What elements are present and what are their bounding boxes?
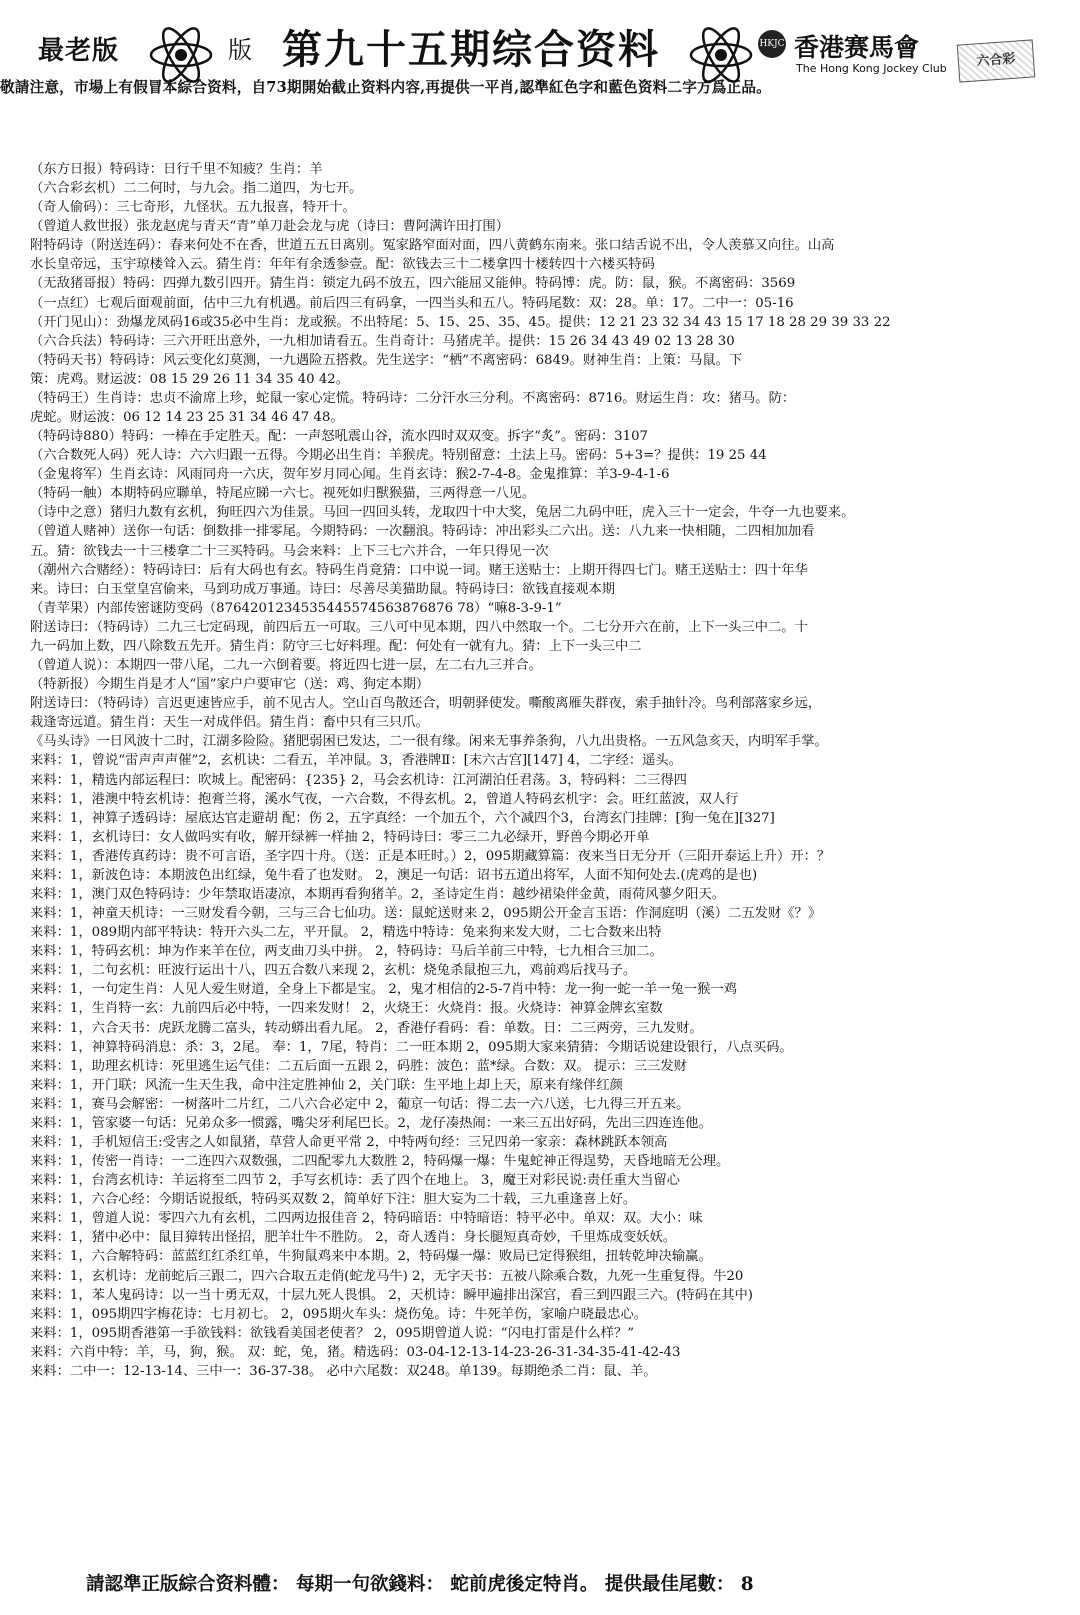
content-line: （一点红）七观后面观前面，估中三九有机遇。前后四三有码拿，一四当头和五八。特码尾数：双：28。单：17。二中一：05-16 (30, 295, 794, 311)
content-line: 来料：1，手机短信王:受害之人如鼠猪，草营人命更平常 2，中特两句经：三兄四弟一家亲：森林跳跃本领高 (30, 1134, 668, 1150)
content-line: （特码诗880）特码：一棒在手定胜天。配：一声怒吼震山谷，流水四时双双变。拆字“炙”。密码：3107 (30, 429, 648, 445)
content-line: 来料：1，赛马会解密：一树落叶二片红，二八六合必定中 2，葡京一句话：得二去一六八送，七九得三开五来。 (30, 1096, 690, 1112)
page-title: 第九十五期综合资料 (282, 27, 660, 73)
jockey-club-logo (758, 28, 947, 75)
jockey-club-en: The Hong Kong Jockey Club (796, 62, 947, 75)
content-line: 来料：1，管家婆一句话：兄弟众多一惯露，嘴尖牙利尾巴长。2，龙仔凑热闹：一来三五出好码，先出三四连连他。 (30, 1115, 712, 1131)
content-line: 来料：1，新波色诗：本期波色出红绿，兔牛看了也发财。 2，澳足一句话：诏书五道出将军，人面不知何处去.(虎鸡的是也) (30, 867, 758, 883)
content-line: 来料：1，神童天机诗：一三财发看今朝，三与三合七仙功。送：鼠蛇送财来 2，095期公开金言玉语：作洞庭明（溪）二五发财《？》 (30, 906, 822, 922)
content-line: 五。猜：欲钱去一十三楼拿二十三买特码。马会来料：上下三七六并合，一年只得见一次 (30, 543, 549, 559)
content-line: （六合兵法）特码诗：三六开旺出意外，一九相加请看五。生肖奇计：马猪虎羊。提供：15 26 34 43 49 02 13 28 30 (30, 333, 735, 349)
content-line: 来料：1，开门联：风流一生天生我，命中注定胜神仙 2，关门联：生平地上却上天，原来有缘伴红颜 (30, 1077, 623, 1093)
content-line: （曾道人说）：本期四一带八尾，二九一六倒着要。将近四七进一层，左二右九三并合。 (30, 658, 542, 674)
edition-suffix: 版 (228, 36, 253, 64)
content-line: （曾道人赌神）送你一句话：倒数排一排零尾。今期特码：一次翻浪。特码诗：冲出彩头二六出。送：八九来一快相随，二四相加加看 (30, 524, 815, 540)
content-line: 来料：1，助理玄机诗：死里逃生运气佳：二五后面一五跟 2，码胜：波色：蓝*绿。合数：双。 提示：三三发财 (30, 1058, 687, 1074)
content-line: 来料：1，六合心经：今期话说报纸，特码买双数 2，简单好下注：胆大妄为二十载，三九重逢喜上好。 (30, 1192, 637, 1208)
header (0, 0, 1080, 110)
content-line: 来料：1，传密一肖诗：一二连四六双数强，二四配零九大数胜 2，特码爆一爆：牛鬼蛇神正得逞势，天昏地暗无公理。 (30, 1154, 730, 1170)
content-line: 水长皇帝远，玉宇琼楼耸入云。猜生肖：年年有余透参壹。配：欲钱去三十二楼拿四十楼转四十六楼买特码 (30, 257, 655, 273)
content-line: 来料：1，095期四字梅花诗：七月初七。 2，095期火车头：烧伤兔。诗：牛死羊伤，家喻户晓最忠心。 (30, 1306, 648, 1322)
content-line: 来料：1，台湾玄机诗：羊运将至二四节 2，手写玄机诗：丢了四个在地上。 3，魔王对彩民说:责任重大当留心 (30, 1173, 680, 1189)
content-line: （六合数死人码）死人诗：六六归跟一五得。今期必出生肖：羊猴虎。特别留意：土法上马。密码：5+3=？提供：19 25 44 (30, 448, 767, 464)
content-line: （特码天书）特码诗：风云变化幻莫测，一九遇险五搭救。先生送字：“栖”不离密码：6849。财神生肖：上策：马鼠。下 (30, 352, 743, 368)
content-line: （无敌猪哥报）特码：四弹九数引四开。猜生肖：锁定九码不放五，四六能屈又能伸。特码博：虎。防：鼠，猴。不离密码：3569 (30, 276, 796, 292)
content-line: （曾道人救世报）张龙赵虎与青天“青”单刀赴会龙与虎（诗曰：曹阿满许田打围） (30, 219, 509, 235)
content-line: 九一码加上数，四八除数五先开。猜生肖：防守三七好料理。配：何处有一就有九。猜：上下一头三中二 (30, 638, 642, 654)
content-line: 附送诗曰：（特码诗）言迟更速皆应手，前不见古人。空山百鸟散还合，明朝驿使发。嘶酸离雁失群夜，索手抽针冷。鸟利部落家乡远， (30, 696, 822, 712)
content-line: 来料：1，二句玄机：旺波行运出十八，四五合数八来现 2，玄机：烧兔杀鼠抱三九，鸡前鸡后找马子。 (30, 963, 637, 979)
content-line: （潮州六合赌经）：特码诗曰：后有大码也有玄。特码生肖竟猜：口中说一词。赌王送贴士：上期开得四七门。赌王送贴士：四十年华 (30, 562, 808, 578)
content-line: （东方日报）特码诗：日行千里不知疲？生肖：羊 (30, 162, 323, 177)
content-line: 来料：1，六合解特码：蓝蓝红红杀红单，牛狗鼠鸡来中本期。2，特码爆一爆：败局已定得猴组，扭转乾坤决输赢。 (30, 1249, 712, 1265)
content-line: 来。诗曰：白玉堂皇宫偷来，马到功成万事通。诗曰：尽善尽美猫助鼠。特码诗曰：欲钱直接观本期 (30, 581, 616, 597)
content-line: （金鬼将军）生肖玄诗：风雨同舟一六庆，贺年岁月同心闻。生肖玄诗：猴2-7-4-8。金鬼推算：羊3-9-4-1-6 (30, 467, 670, 483)
jockey-club-roundel-icon: HKJC (758, 30, 786, 58)
content-line: 来料：1，苯人鬼码诗：以一当十勇无双，十层九死人畏惧。 2，天机诗：瞬甲遍排出深宫，看三到四跟三六。(特码在其中) (30, 1287, 753, 1303)
content-line: 来料：1，玄机诗：龙前蛇后三跟二，四六合取五走俏(蛇龙马牛) 2，无字天书：五被八除乘合数，九死一生重复得。牛20 (30, 1268, 744, 1284)
content-line: 来料：1，澳门双色特码诗：少年禁取语凄凉，本期再看狗猪羊。2，圣诗定生肖：越纱裙染伴金黄，雨荷风蓼夕阳天。 (30, 886, 726, 902)
content-line: 附送诗曰：（特码诗）二九三七定码现，前四后五一可取。三八可中见本期，四八中然取一个。二七分开六在前，上下一头三中二。十 (30, 619, 808, 635)
content-line: （特新报）今期生肖是才人“国”家户户要审它（送：鸡、狗定本期） (30, 677, 430, 693)
content-line: 来料：六肖中特：羊，马，狗，猴。 双：蛇，兔，猪。精选码：03-04-12-13-14-23-26-31-34-35-41-42-43 (30, 1344, 681, 1360)
content-line: （青苹果）内部传密谜防变码（8764201234535445574563876876 78）“嘛8-3-9-1” (30, 600, 562, 616)
edition-label (38, 30, 253, 67)
content-line: 来料：二中一：12-13-14、三中一：36-37-38。 必中六尾数：双248。单139。每期绝杀二肖：鼠、羊。 (30, 1363, 657, 1379)
content-line: 来料：1，095期香港第一手欲钱料：欲钱看美国老使者？ 2，095期曾道人说：“闪电打雷是什么样？” (30, 1325, 635, 1341)
content-line: （特码王）生肖诗：忠贞不渝席上珍，蛇鼠一家心定慌。特码诗：二分汗水三分利。不离密码：8716。财运生肖：攻：猪马。防： (30, 390, 796, 406)
content-line: 来料：1，特码玄机：坤为作来羊在位，两支曲刀头中拼。 2，特码诗：马后羊前三中特，七九相合三加二。 (30, 944, 663, 960)
content-line: 来料：1，港澳中特玄机诗：抱膏兰将，溪水气夜，一六合数，不得玄机。2，曾道人特码玄机字：会。旺红蓝波，双人行 (30, 791, 739, 807)
content-line: 栽逢寄远道。猜生肖：天生一对成伴侣。猜生肖：畜中只有三只爪。 (30, 715, 429, 731)
edition-text: 最老版 (38, 36, 120, 66)
content-line: 来料：1，猪中必中：鼠目獐转出怪招，肥羊壮牛不胜防。 2，奇人透肖：身长腿短真奇妙，千里炼成变妖妖。 (30, 1230, 677, 1246)
notice-banner: 敬請注意，市場上有假冒本綜合资料，自73期開始截止资料内容,再提供一平肖,認準紅色字和藍色资料二字方爲正品。 (0, 79, 771, 96)
content-line: 来料：1，089期内部平特诀：特开六头二左，平开鼠。 2，精选中特诗：兔来狗来发大财，二七合数来出特 (30, 925, 662, 941)
content-line: 来料：1，曾道人说：零四六九有玄机，二四两边报佳音 2，特码暗语：中特暗语：特平必中。单双：双。大小：味 (30, 1211, 703, 1227)
content-line: （开门见山）：劲爆龙凤码16或35必中生肖：龙或猴。不出特尾：5、15、25、35、45。提供：12 21 23 32 34 43 15 17 18 28 29 39 33 22 (30, 314, 891, 330)
content-line: （奇人偷码）：三七奇形，九怪状。五九报喜，特开十。 (30, 200, 356, 216)
content-line: （特码一触）本期特码应聯单，特尾应睇一六七。视死如归獸猴猫，三两得意一八见。 (30, 486, 536, 502)
content-line: 来料：1，一句定生肖：人见人爱生财道，全身上下都是宝。 2，鬼才相信的2-5-7肖中特：龙一狗一蛇一羊一兔一猴一鸡 (30, 982, 738, 998)
content-line: 虎蛇。财运波：06 12 14 23 25 31 34 46 47 48。 (30, 410, 344, 426)
content-line: （六合彩玄机）二二何时，与九会。指二道四，为七开。 (30, 181, 363, 197)
content-line: 附特码诗（附送连码）：春来何处不在香，世道五五日离别。冤家路窄面对面，四八黄鹤东南来。张口结舌说不出，令人羡慕又向往。山高 (30, 238, 835, 254)
content-line: 《马头诗》一日风波十二时，江湖多险险。猪肥弱困已发达，二一很有缘。闲来无事养条狗，八九出贵格。一五风急亥天，内明军手掌。 (30, 734, 828, 750)
content-line: 来料：1，六合天书：虎跃龙腾二富头，转动蟒出看九尾。 2，香港仔看码：看：单数。日：二三两旁，三九发财。 (30, 1020, 703, 1036)
content-line: （诗中之意）猪归九数有玄机，狗旺四六为佳景。马回一四回头转，龙取四十中大奖，兔居二九码中旺，虎入三十一定会，牛夺一九也要来。 (30, 505, 855, 521)
jockey-club-cn: 香港赛馬會 (794, 33, 920, 62)
content-line: 来料：1，精选内部运程曰：吹城上。配密码：{235} 2，马会玄机诗：江河湖泊任君荡。3，特码料：二三得四 (30, 772, 687, 788)
content-line: 来料：1，香港传真药诗：贵不可言语，圣字四十舟。（送：正是本旺时。）2，095期藏算篇：夜来当日无分开（三阳开泰运上升）开：？ (30, 848, 831, 864)
content-line: 来料：1，玄机诗曰：女人做吗实有收，解开绿裤一样抽 2，特码诗曰：零三二九必绿开，野兽今期必开单 (30, 829, 650, 845)
footer-banner: 請認準正版綜合资料體： 每期一句欲錢料： 蛇前虎後定特肖。 提供最佳尾數： 8 (86, 1574, 754, 1595)
content-line: 来料：1，曾说“雷声声声催”2，玄机诀：二看五，羊冲鼠。3，香港牌Ⅱ：[末六古宫][147] 4，二字经：遥头。 (30, 753, 683, 769)
content-line: 来料：1，神算特码消息：杀：3，2尾。 奉：1，7尾，特肖：二一旺本期 2，095期大家来猜猜：今期话说建设银行，八点买码。 (30, 1039, 793, 1055)
lottery-stamp: 六合彩 (957, 39, 1035, 82)
content-line: 来料：1，神算子透码诗：屋底达官走避胡 配：伤 2，五字真经：一个加五个，六个减四个3，台湾玄门挂牌：[狗一兔在][327] (30, 810, 775, 826)
content-line: 来料：1，生肖特一玄：九前四后必中特，一四来发财！ 2，火烧王：火烧肖：报。火烧诗：神算金牌玄室数 (30, 1001, 663, 1017)
content-body (30, 160, 1060, 1381)
content-line: 策：虎鸡。财运波：08 15 29 26 11 34 35 40 42。 (30, 371, 350, 387)
